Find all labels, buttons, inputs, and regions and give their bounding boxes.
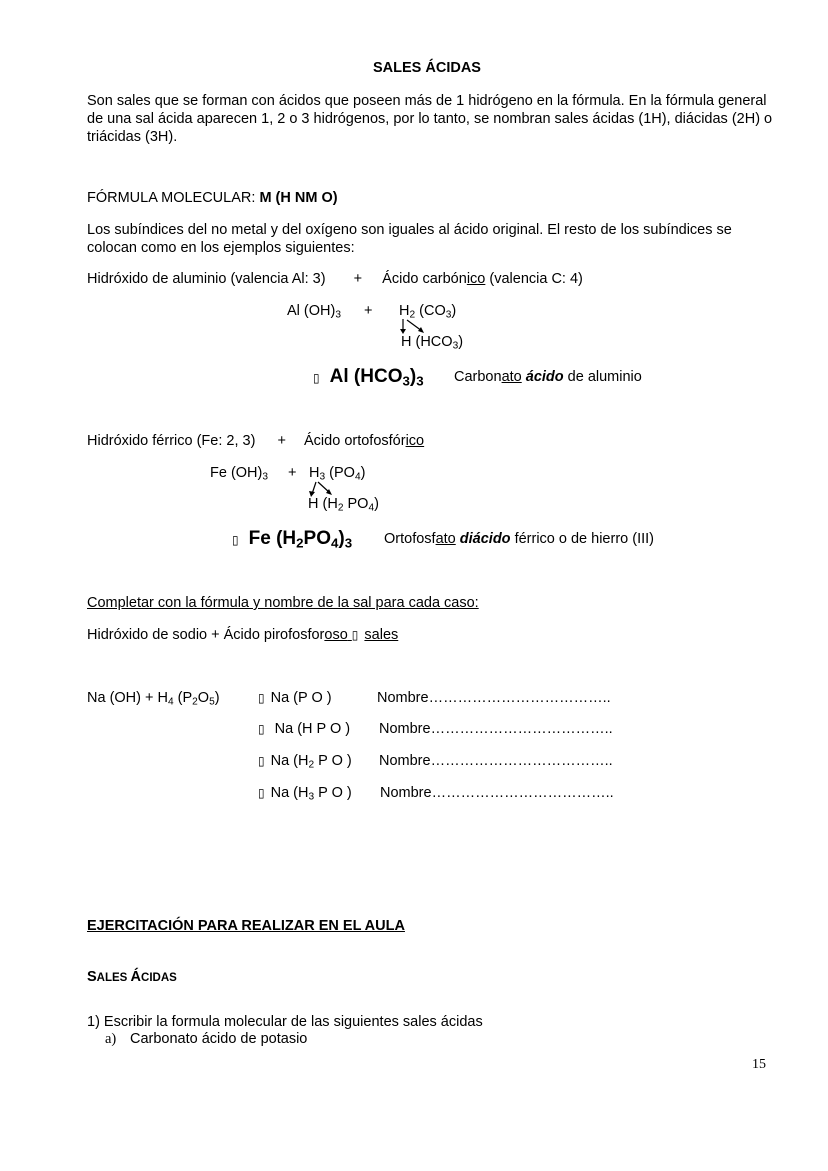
answer-formula: Na (H P O ) (270, 721, 351, 737)
example1-plus: + (353, 271, 363, 287)
example2-acid-formula: $H_3$ $(PO_4)$ (309, 465, 366, 483)
answer-row-2 (258, 721, 350, 738)
subsection-heading: SALES ÁCIDAS (87, 969, 177, 985)
example2-reactants (87, 433, 424, 450)
arrow-placeholder-icon: ▯ (258, 691, 265, 705)
subindices-paragraph: Los subíndices del no metal y del oxígeno son iguales al ácido original. El resto de los subíndices se colocan como en los ejemplos siguientes: (87, 222, 732, 256)
answer-row-4 (258, 785, 352, 802)
arrow-placeholder-icon: ▯ (258, 722, 265, 736)
question-1a-text: Carbonato ácido de potasio (130, 1031, 308, 1047)
example1-acid-name: Ácido carbónico (valencia C: 4) (382, 271, 583, 287)
formula-value: M (H NM O) (259, 190, 338, 206)
example1-acid-formula: $H_2$ $(CO_3)$ (399, 303, 457, 321)
example1-product (313, 366, 424, 388)
example2-product (232, 528, 352, 550)
page-title: SALES ÁCIDAS (373, 60, 481, 76)
example1-product-formula: Al $(HCO_3)_3$ (329, 366, 424, 389)
formula-label: FÓRMULA MOLECULAR: (87, 190, 256, 206)
example2-split-formula: H ($H_2$ $PO_4$) (308, 496, 379, 514)
arrow-placeholder-icon: ▯ (258, 754, 265, 768)
arrow-placeholder-icon: ▯ (351, 628, 359, 642)
arrow-placeholder-icon: ▯ (258, 786, 265, 800)
question-1: 1) Escribir la formula molecular de las siguientes sales ácidas (87, 1014, 483, 1030)
question-1a-label: a) (105, 1031, 117, 1047)
example1-base-name: Hidróxido de aluminio (valencia Al: 3) (87, 271, 326, 287)
example2-base-name: Hidróxido férrico (Fe: 2, 3) (87, 433, 256, 449)
exercise-line: Hidróxido de sodio + Ácido pirofosforoso ▯ sales (87, 627, 399, 643)
example2-product-formula: Fe $(H_2PO_4)_3$ (248, 528, 353, 551)
reaction-left: Na $(OH) + H_4$ $(P_2O_5)$ (87, 690, 220, 708)
arrow-placeholder-icon: ▯ (313, 371, 320, 385)
answer-formula: Na ($H_2$ P O ) (270, 753, 352, 771)
example2-acid-name: Ácido ortofosfórico (304, 433, 425, 449)
question-1a (105, 1031, 307, 1048)
example1-product-name: Carbonato ácido de aluminio (454, 369, 642, 385)
arrow-placeholder-icon: ▯ (232, 533, 239, 547)
section-heading: EJERCITACIÓN PARA REALIZAR EN EL AULA (87, 918, 405, 934)
answer-name-3[interactable]: Nombre……………………………….. (379, 753, 613, 769)
example2-plus-2: + (288, 465, 297, 481)
answer-row-3 (258, 753, 352, 770)
page-number: 15 (752, 1057, 766, 1072)
example2-plus: + (277, 433, 286, 449)
example2-product-name: Ortofosfato diácido férrico o de hierro (III) (384, 531, 654, 547)
example1-base-formula: Al $(OH)_3$ (287, 303, 341, 321)
example1-plus-2: + (364, 303, 373, 319)
answer-name-1[interactable]: Nombre……………………………….. (377, 690, 611, 706)
formula-molecular-line (87, 190, 338, 207)
answer-formula: Na (P O ) (270, 690, 332, 706)
exercise-heading: Completar con la fórmula y nombre de la sal para cada caso: (87, 595, 479, 611)
answer-row-1 (258, 690, 332, 707)
intro-paragraph: Son sales que se forman con ácidos que poseen más de 1 hidrógeno en la fórmula. En la fórmula general de una sal ácida aparecen 1, 2 o 3 hidrógenos, por lo tanto, se nombran sales ácidas (1H), diácidas (2H) o triácidas (3H). (87, 93, 773, 145)
example1-reactants (87, 271, 583, 288)
answer-name-2[interactable]: Nombre……………………………….. (379, 721, 613, 737)
answer-formula: Na ($H_3$ P O ) (270, 785, 352, 803)
example2-base-formula: Fe $(OH)_3$ (210, 465, 268, 483)
example1-split-formula: H $(HCO_3)$ (401, 334, 464, 352)
answer-name-4[interactable]: Nombre……………………………….. (380, 785, 614, 801)
